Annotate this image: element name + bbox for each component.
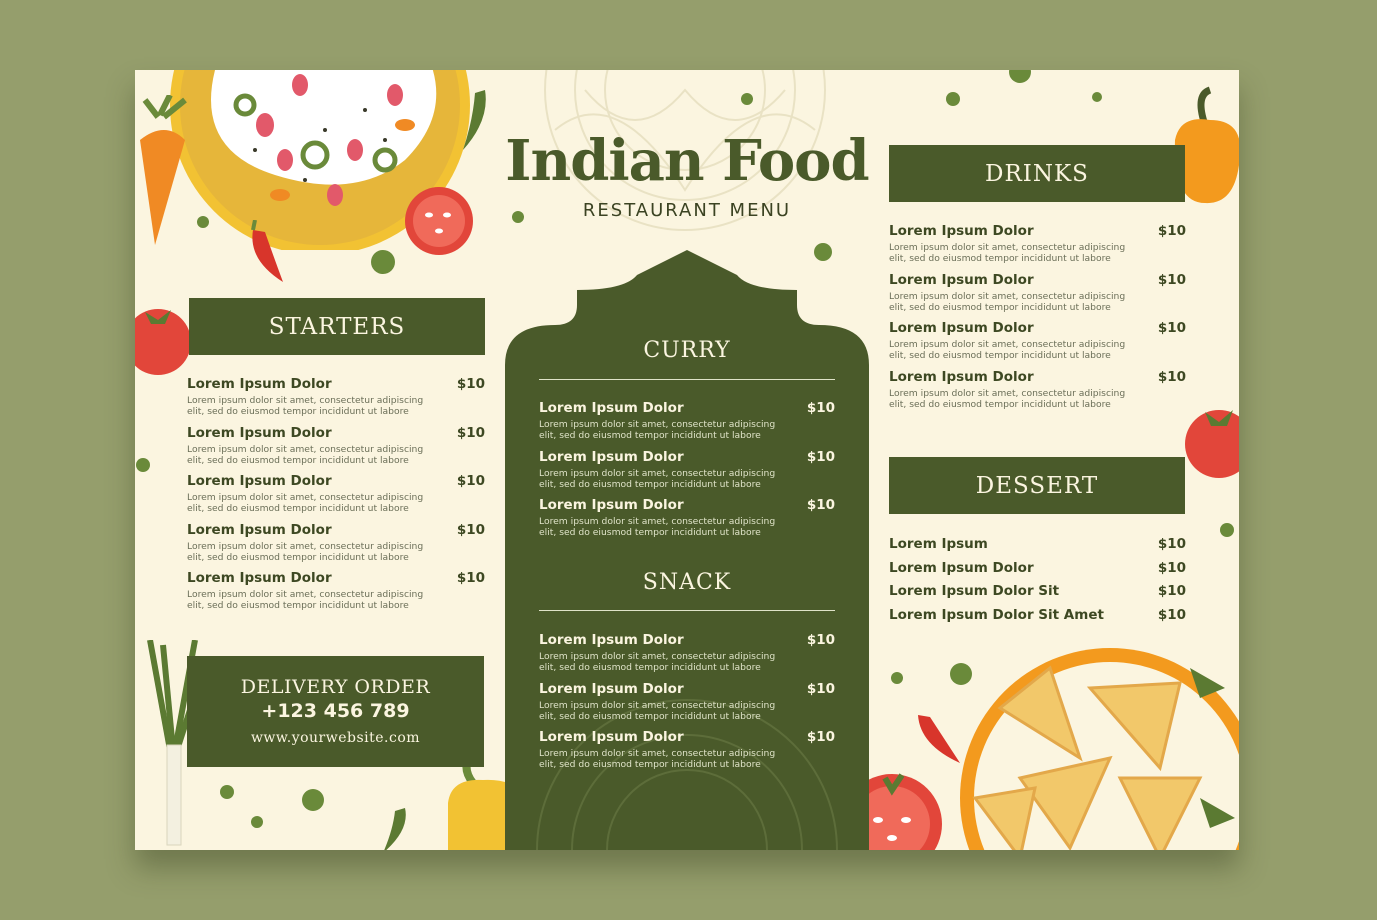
item-price: $10	[1157, 560, 1186, 576]
item-price: $10	[456, 570, 485, 586]
item-price: $10	[806, 400, 835, 416]
item-description: Lorem ipsum dolor sit amet, consectetur adipiscing elit, sed do eiusmod tempor incididunt ut labore	[187, 492, 424, 514]
drink-item	[889, 320, 1186, 361]
item-name: Lorem Ipsum Dolor	[187, 522, 332, 538]
item-price: $10	[456, 522, 485, 538]
page-subtitle: RESTAURANT MENU	[582, 200, 792, 221]
item-description: Lorem ipsum dolor sit amet, consectetur adipiscing elit, sed do eiusmod tempor incididunt ut labore	[539, 748, 776, 770]
delivery-heading: DELIVERY ORDER	[240, 676, 431, 698]
dessert-heading: DESSERT	[975, 472, 1099, 499]
item-name: Lorem Ipsum Dolor	[539, 449, 684, 465]
item-name: Lorem Ipsum Dolor	[539, 497, 684, 513]
item-name: Lorem Ipsum Dolor	[539, 632, 684, 648]
item-name: Lorem Ipsum Dolor	[187, 376, 332, 392]
item-description: Lorem ipsum dolor sit amet, consectetur adipiscing elit, sed do eiusmod tempor incididunt ut labore	[187, 541, 424, 563]
red-chili-right-icon	[910, 705, 965, 770]
green-chili-bottom-icon	[375, 805, 415, 850]
starters-banner	[189, 298, 485, 355]
item-description: Lorem ipsum dolor sit amet, consectetur adipiscing elit, sed do eiusmod tempor incididunt ut labore	[539, 700, 776, 722]
snack-item	[539, 632, 835, 673]
starter-item	[187, 473, 485, 514]
item-price: $10	[1157, 320, 1186, 336]
curry-panel	[505, 250, 869, 850]
drinks-banner	[889, 145, 1185, 202]
item-name: Lorem Ipsum Dolor	[889, 223, 1034, 239]
curry-item	[539, 449, 835, 490]
item-name: Lorem Ipsum Dolor	[187, 570, 332, 586]
drink-item	[889, 369, 1186, 410]
curry-heading: CURRY	[643, 338, 731, 363]
item-name: Lorem Ipsum Dolor Sit Amet	[889, 607, 1104, 623]
dessert-item	[889, 560, 1186, 576]
drinks-heading: DRINKS	[985, 160, 1089, 187]
item-price: $10	[806, 497, 835, 513]
item-name: Lorem Ipsum Dolor	[889, 272, 1034, 288]
item-description: Lorem ipsum dolor sit amet, consectetur adipiscing elit, sed do eiusmod tempor incididunt ut labore	[187, 589, 424, 611]
dessert-banner	[889, 457, 1185, 514]
item-description: Lorem ipsum dolor sit amet, consectetur adipiscing elit, sed do eiusmod tempor incididunt ut labore	[889, 242, 1126, 264]
curry-item	[539, 400, 835, 441]
starter-item	[187, 425, 485, 466]
item-price: $10	[456, 473, 485, 489]
item-price: $10	[806, 632, 835, 648]
item-description: Lorem ipsum dolor sit amet, consectetur adipiscing elit, sed do eiusmod tempor incididunt ut labore	[539, 651, 776, 673]
item-price: $10	[1157, 583, 1186, 599]
item-description: Lorem ipsum dolor sit amet, consectetur adipiscing elit, sed do eiusmod tempor incididunt ut labore	[539, 516, 776, 538]
item-name: Lorem Ipsum	[889, 536, 988, 552]
snack-heading: SNACK	[642, 570, 732, 595]
item-name: Lorem Ipsum Dolor Sit	[889, 583, 1060, 599]
item-price: $10	[1157, 369, 1186, 385]
starter-item	[187, 570, 485, 611]
item-price: $10	[1157, 272, 1186, 288]
item-name: Lorem Ipsum Dolor	[539, 681, 684, 697]
page-title: Indian Food	[505, 128, 869, 194]
curry-item	[539, 497, 835, 538]
dessert-item	[889, 607, 1186, 623]
tomato-icon	[135, 298, 197, 378]
starter-item	[187, 376, 485, 417]
item-price: $10	[806, 681, 835, 697]
item-description: Lorem ipsum dolor sit amet, consectetur adipiscing elit, sed do eiusmod tempor incididunt ut labore	[187, 395, 424, 417]
snack-item	[539, 681, 835, 722]
delivery-website[interactable]: www.yourwebsite.com	[250, 730, 421, 746]
samosa-plate-illustration	[960, 648, 1239, 850]
item-price: $10	[806, 729, 835, 745]
drink-item	[889, 223, 1186, 264]
tomato-icon-right	[1181, 398, 1239, 482]
curry-divider	[539, 379, 835, 380]
delivery-phone[interactable]: +123 456 789	[261, 700, 410, 722]
item-description: Lorem ipsum dolor sit amet, consectetur adipiscing elit, sed do eiusmod tempor incididunt ut labore	[539, 419, 776, 441]
item-name: Lorem Ipsum Dolor	[889, 560, 1034, 576]
item-name: Lorem Ipsum Dolor	[539, 400, 684, 416]
drink-item	[889, 272, 1186, 313]
item-description: Lorem ipsum dolor sit amet, consectetur adipiscing elit, sed do eiusmod tempor incididunt ut labore	[889, 291, 1126, 313]
snack-divider	[539, 610, 835, 611]
menu-card	[135, 70, 1239, 850]
snack-item	[539, 729, 835, 770]
item-description: Lorem ipsum dolor sit amet, consectetur adipiscing elit, sed do eiusmod tempor incididunt ut labore	[889, 388, 1126, 410]
item-name: Lorem Ipsum Dolor	[539, 729, 684, 745]
item-price: $10	[1157, 607, 1186, 623]
item-name: Lorem Ipsum Dolor	[889, 320, 1034, 336]
item-name: Lorem Ipsum Dolor	[187, 473, 332, 489]
item-price: $10	[456, 376, 485, 392]
starter-item	[187, 522, 485, 563]
item-price: $10	[1157, 536, 1186, 552]
item-description: Lorem ipsum dolor sit amet, consectetur adipiscing elit, sed do eiusmod tempor incididunt ut labore	[889, 339, 1126, 361]
delivery-box	[187, 656, 484, 767]
item-price: $10	[806, 449, 835, 465]
item-price: $10	[456, 425, 485, 441]
item-description: Lorem ipsum dolor sit amet, consectetur adipiscing elit, sed do eiusmod tempor incididunt ut labore	[539, 468, 776, 490]
starters-heading: STARTERS	[268, 313, 406, 340]
dessert-item	[889, 536, 1186, 552]
item-price: $10	[1157, 223, 1186, 239]
item-name: Lorem Ipsum Dolor	[889, 369, 1034, 385]
item-name: Lorem Ipsum Dolor	[187, 425, 332, 441]
item-description: Lorem ipsum dolor sit amet, consectetur adipiscing elit, sed do eiusmod tempor incididunt ut labore	[187, 444, 424, 466]
dessert-item	[889, 583, 1186, 599]
